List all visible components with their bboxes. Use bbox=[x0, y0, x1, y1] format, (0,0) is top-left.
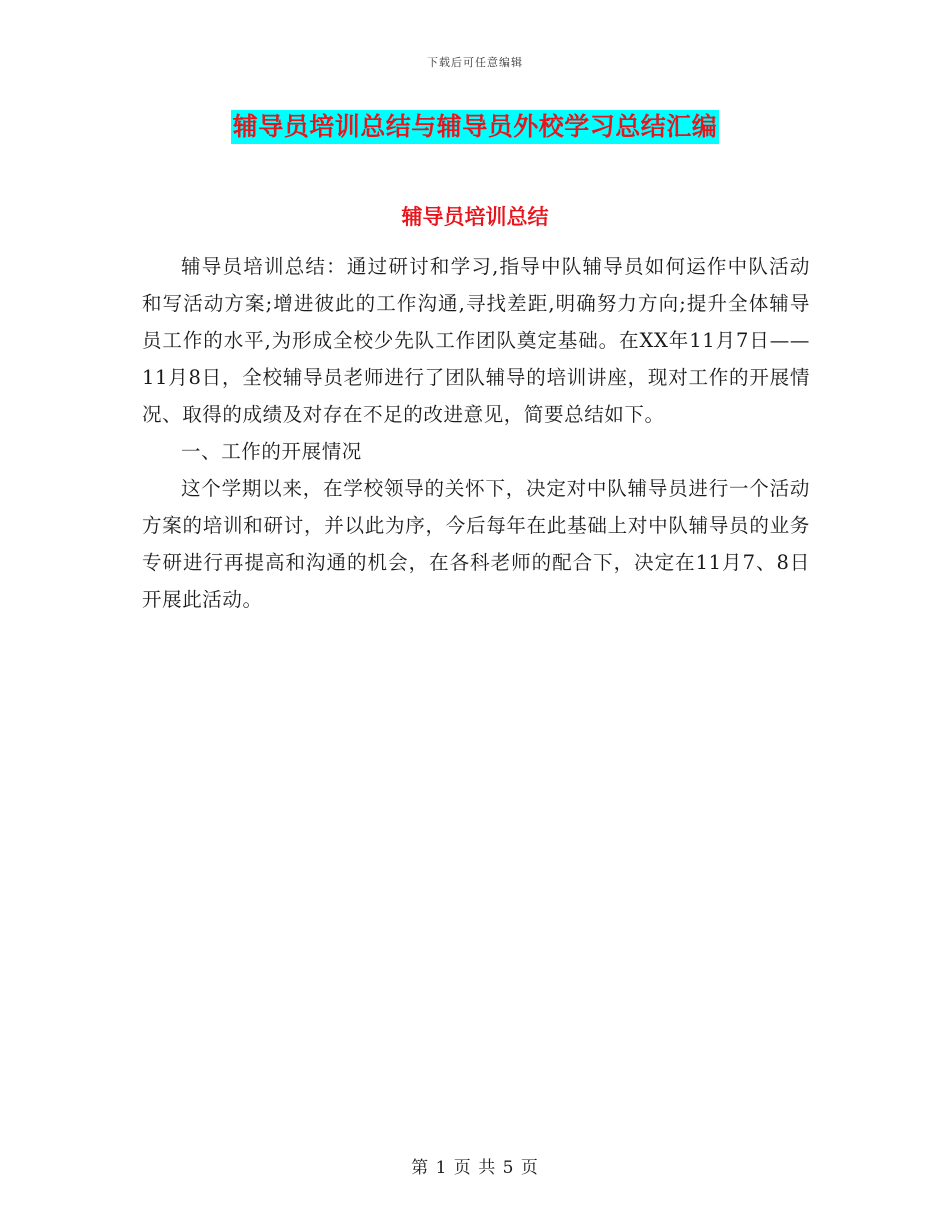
section-title: 辅导员培训总结 bbox=[401, 204, 549, 229]
paragraph-intro: 辅导员培训总结：通过研讨和学习,指导中队辅导员如何运作中队活动和写活动方案;增进彼此的工作沟通,寻找差距,明确努力方向;提升全体辅导员工作的水平,为形成全校少先队工作团队奠定基础。在XX年11月7日——11月8日，全校辅导员老师进行了团队辅导的培训讲座，现对工作的开展情况、取得的成绩及对存在不足的改进意见，简要总结如下。 bbox=[142, 255, 810, 426]
header-note: 下载后可任意编辑 bbox=[427, 56, 523, 69]
page-footer: 第 1 页 共 5 页 bbox=[411, 1158, 539, 1178]
document-title: 辅导员培训总结与辅导员外校学习总结汇编 bbox=[231, 110, 720, 144]
paragraph-work-progress: 这个学期以来，在学校领导的关怀下，决定对中队辅导员进行一个活动方案的培训和研讨，并以此为序，今后每年在此基础上对中队辅导员的业务专研进行再提高和沟通的机会，在各科老师的配合下，决定在11月7、8日开展此活动。 bbox=[142, 477, 810, 611]
document-body bbox=[142, 248, 810, 618]
paragraph-heading: 一、工作的开展情况 bbox=[181, 440, 362, 463]
document-title-container bbox=[0, 110, 950, 144]
